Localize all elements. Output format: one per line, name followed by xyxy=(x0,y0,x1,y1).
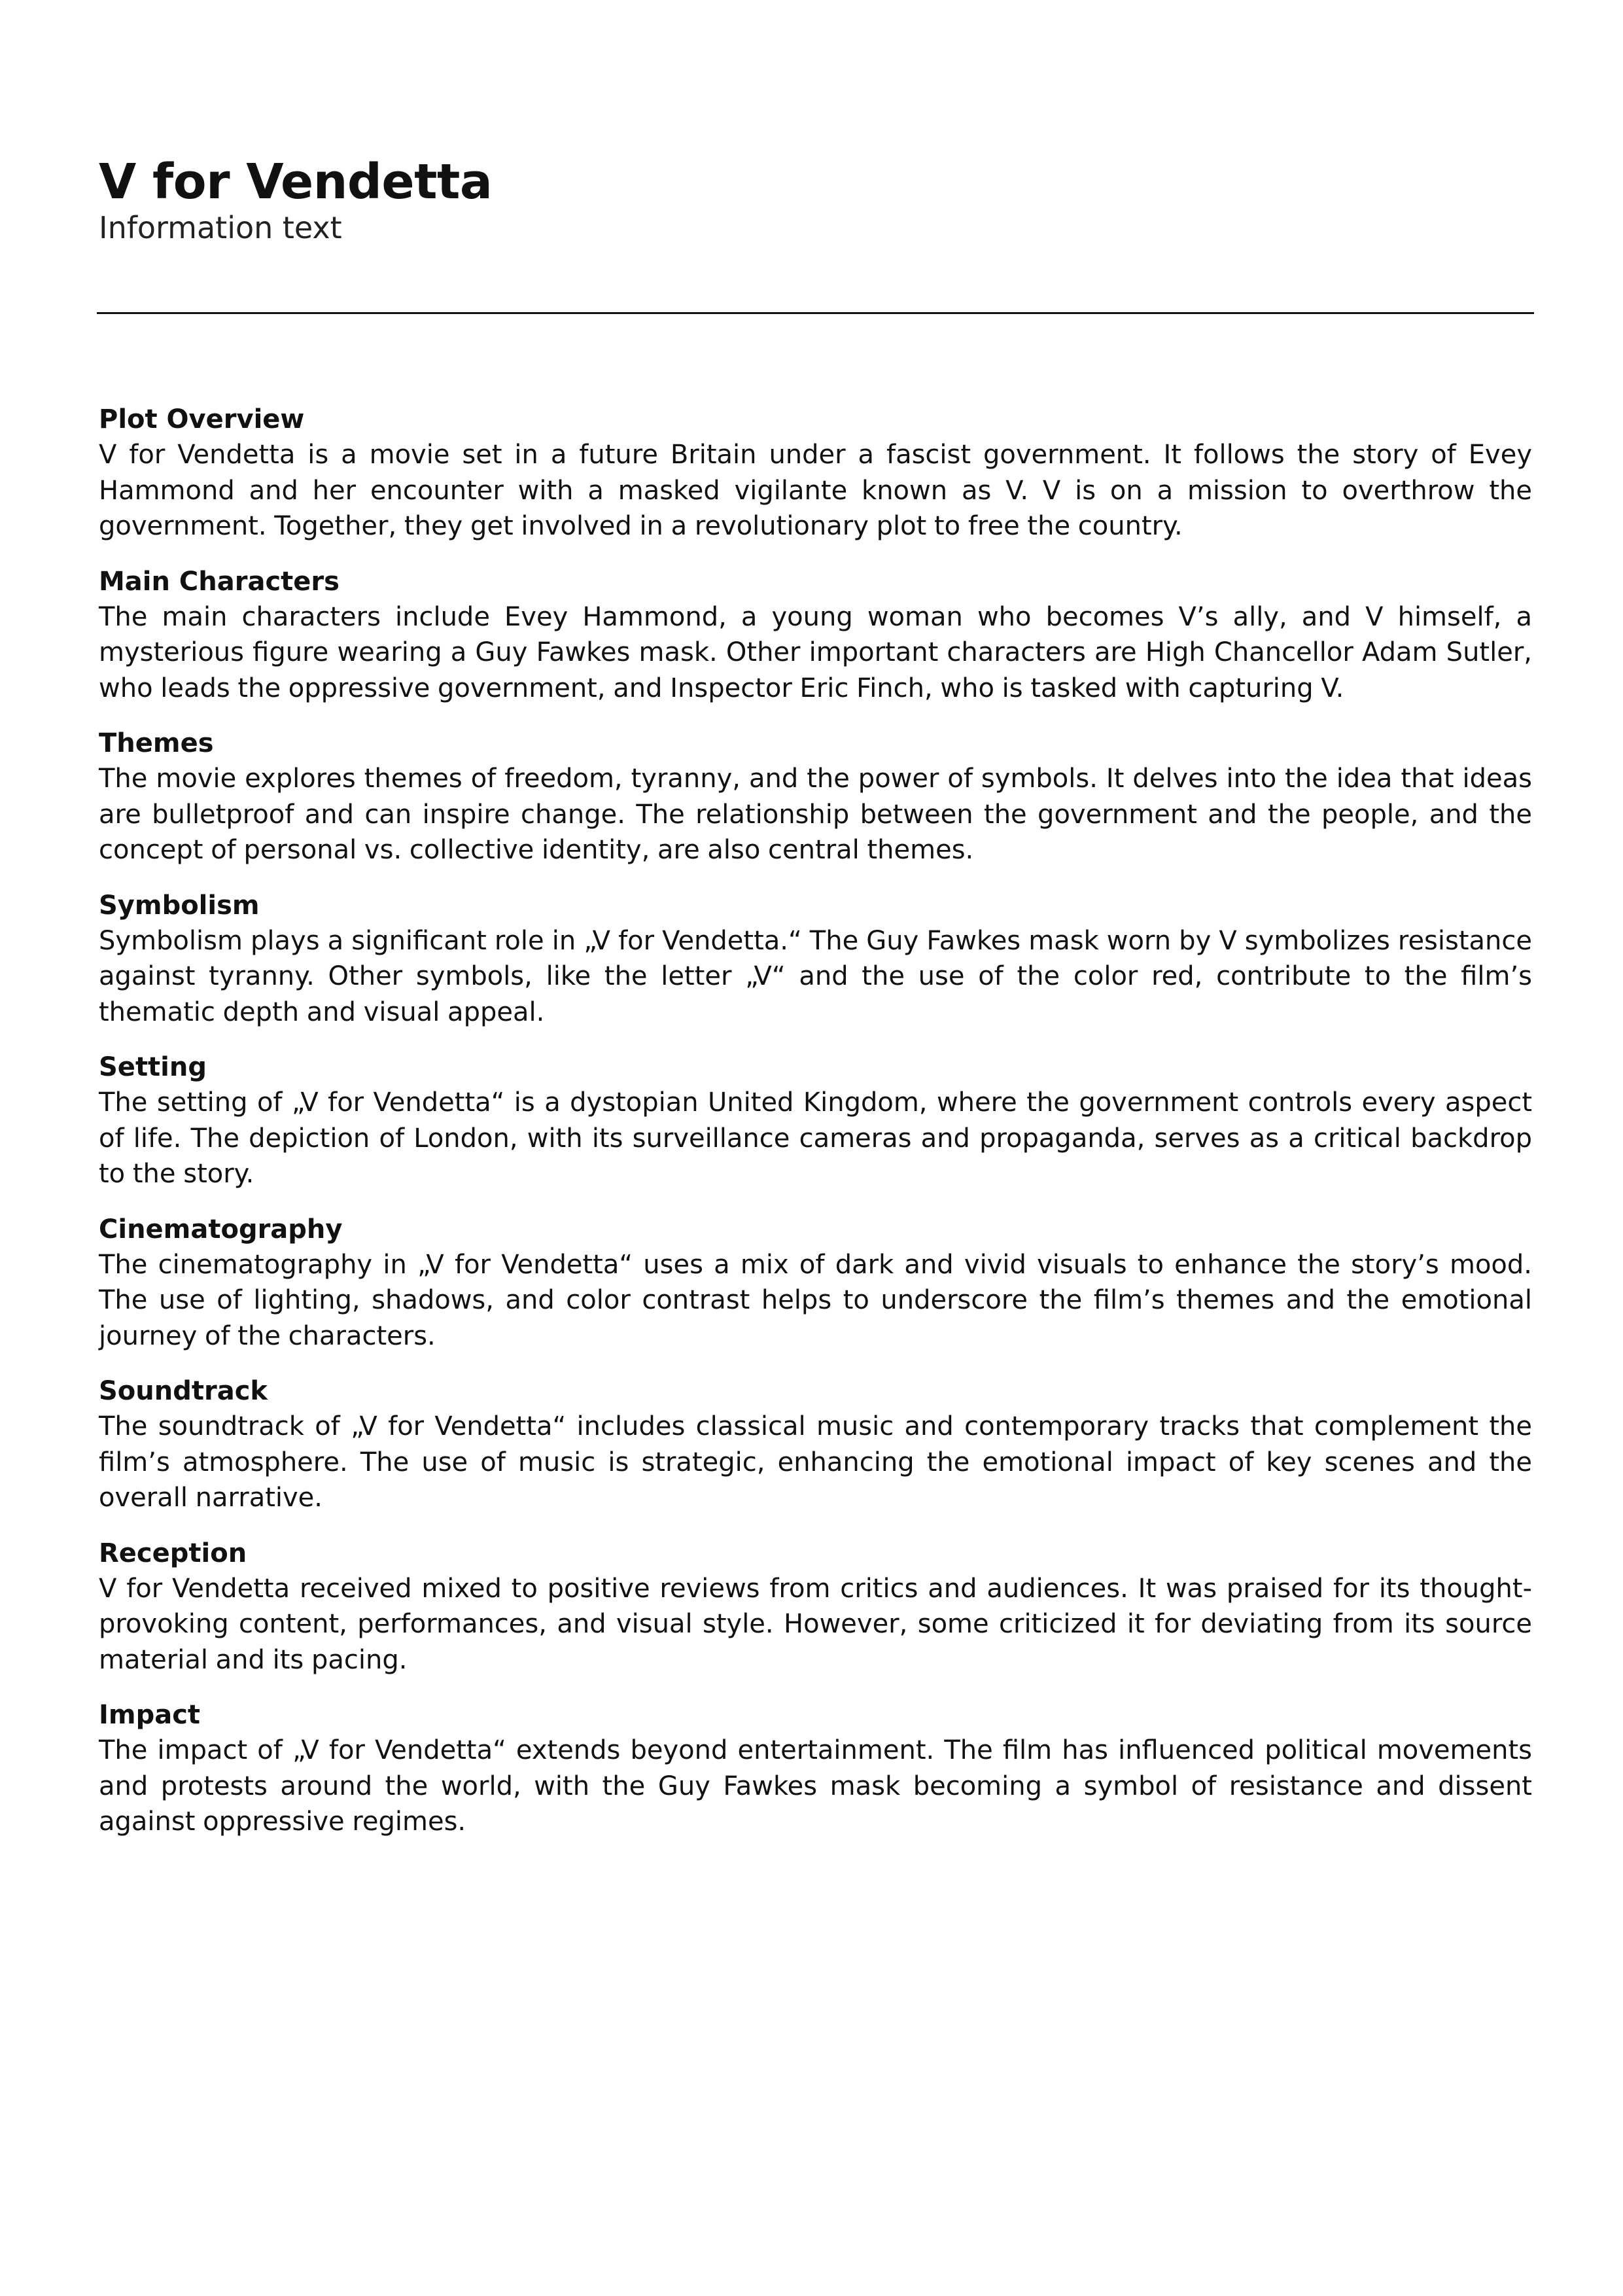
document-subtitle: Information text xyxy=(99,210,342,246)
section-body: The soundtrack of „V for Vendetta“ includes classical music and contemporary tracks that complement the film’s atmosphere. The use of music is strategic, enhancing the emotional impact of key scenes and the overall narrative. xyxy=(99,1411,1532,1513)
section-heading: Soundtrack xyxy=(99,1376,268,1406)
section-heading: Reception xyxy=(99,1538,247,1568)
section-heading: Symbolism xyxy=(99,890,260,921)
section-reception xyxy=(99,1536,1532,1678)
section-impact xyxy=(99,1697,1532,1840)
document-header xyxy=(99,154,1538,246)
section-body: The movie explores themes of freedom, tyranny, and the power of symbols. It delves into the idea that ideas are bulletproof and can inspire change. The relationship between the government and the people, and the concept of personal vs. collective identity, are also central themes. xyxy=(99,764,1532,865)
section-symbolism xyxy=(99,888,1532,1031)
section-body: The setting of „V for Vendetta“ is a dystopian United Kingdom, where the government controls every aspect of life. The depiction of London, with its surveillance cameras and propaganda, serves as a critical backdrop to the story. xyxy=(99,1087,1532,1189)
section-body: The impact of „V for Vendetta“ extends beyond entertainment. The film has influenced political movements and protests around the world, with the Guy Fawkes mask becoming a symbol of resistance and dissent against oppressive regimes. xyxy=(99,1735,1532,1837)
section-heading: Themes xyxy=(99,728,214,758)
document-title: V for Vendetta xyxy=(99,154,493,210)
section-heading: Cinematography xyxy=(99,1214,343,1245)
section-heading: Impact xyxy=(99,1700,201,1730)
section-heading: Plot Overview xyxy=(99,404,305,434)
section-plot-overview xyxy=(99,402,1532,544)
section-cinematography xyxy=(99,1212,1532,1354)
section-heading: Main Characters xyxy=(99,566,340,597)
section-heading: Setting xyxy=(99,1052,207,1082)
document-content xyxy=(99,402,1532,1860)
section-main-characters xyxy=(99,564,1532,707)
section-body: Symbolism plays a significant role in „V for Vendetta.“ The Guy Fawkes mask worn by V symbolizes resistance against tyranny. Other symbols, like the letter „V“ and the use of the color red, contribute to the film’s thematic depth and visual appeal. xyxy=(99,925,1532,1027)
section-soundtrack xyxy=(99,1373,1532,1516)
section-setting xyxy=(99,1050,1532,1192)
section-body: V for Vendetta received mixed to positive reviews from critics and audiences. It was praised for its thought-provoking content, performances, and visual style. However, some criticized it for deviating from its source material and its pacing. xyxy=(99,1573,1532,1675)
header-divider xyxy=(97,312,1534,314)
section-body: The main characters include Evey Hammond, a young woman who becomes V’s ally, and V himself, a mysterious figure wearing a Guy Fawkes mask. Other important characters are High Chancellor Adam Sutler, who leads the oppressive government, and Inspector Eric Finch, who is tasked with capturing V. xyxy=(99,601,1532,703)
section-body: The cinematography in „V for Vendetta“ uses a mix of dark and vivid visuals to enhance the story’s mood. The use of lighting, shadows, and color contrast helps to underscore the film’s themes and the emotional journey of the characters. xyxy=(99,1249,1532,1351)
section-body: V for Vendetta is a movie set in a future Britain under a fascist government. It follows the story of Evey Hammond and her encounter with a masked vigilante known as V. V is on a mission to overthrow the government. Together, they get involved in a revolutionary plot to free the country. xyxy=(99,440,1532,541)
section-themes xyxy=(99,726,1532,868)
